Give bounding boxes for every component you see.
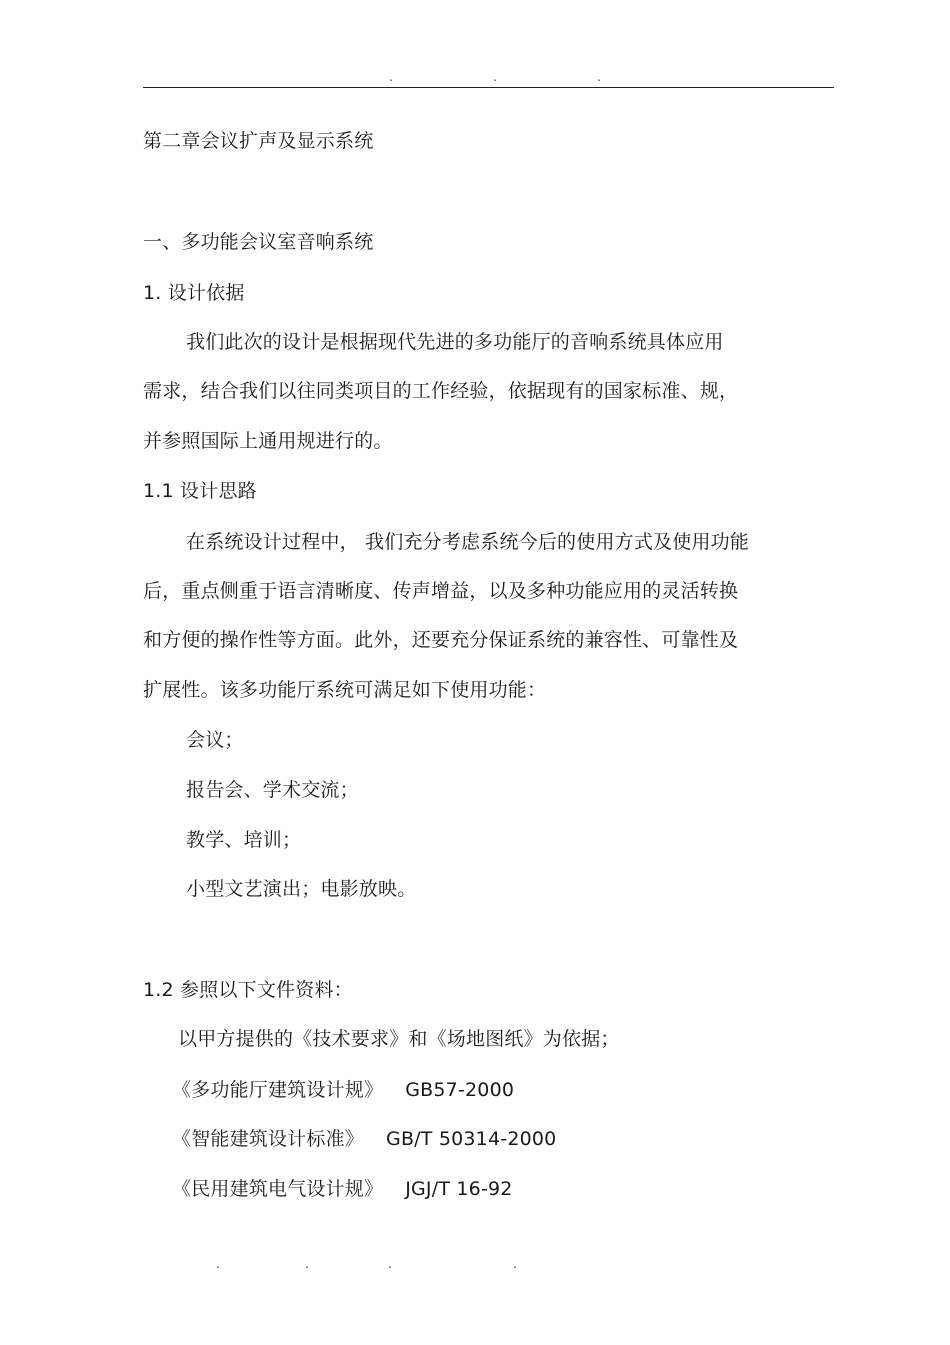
section-1-2-heading: 1.2 参照以下文件资料：: [143, 979, 353, 1001]
reference-title: 《智能建筑设计标准》: [172, 1128, 365, 1150]
reference-item: [172, 1077, 514, 1103]
section-1-1-paragraph-line: 扩展性。该多功能厅系统可满足如下使用功能：: [143, 679, 547, 701]
function-list-item: 小型文艺演出；电影放映。: [186, 878, 417, 900]
section-1-1-heading: 1.1 设计思路: [143, 480, 257, 502]
reference-item: [172, 1176, 513, 1202]
footer-dot: .: [305, 1257, 309, 1271]
section-1-heading: 1. 设计依据: [143, 282, 245, 304]
header-dot: .: [389, 70, 393, 84]
reference-title: 《多功能厅建筑设计规》: [172, 1079, 384, 1101]
reference-item: [172, 1126, 556, 1152]
section-1-1-paragraph-line: 在系统设计过程中， 我们充分考虑系统今后的使用方式及使用功能: [186, 531, 750, 553]
section-1-1-paragraph-line: 和方便的操作性等方面。此外，还要充分保证系统的兼容性、可靠性及: [143, 629, 739, 651]
section-1-2-intro: 以甲方提供的《技术要求》和《场地图纸》为依据；: [178, 1028, 620, 1050]
page-header-dots: [0, 70, 950, 84]
footer-dot: .: [388, 1257, 392, 1271]
header-rule: [143, 87, 834, 88]
section-1-paragraph-line: 需求，结合我们以往同类项目的工作经验，依据现有的国家标准、规，: [143, 380, 739, 402]
reference-code: GB/T 50314-2000: [386, 1128, 557, 1150]
section-1-paragraph-line: 并参照国际上通用规进行的。: [143, 430, 393, 452]
header-dot: .: [597, 70, 601, 84]
page-footer-dots: [0, 1257, 950, 1271]
footer-dot: .: [216, 1257, 220, 1271]
footer-dot: .: [513, 1257, 517, 1271]
function-list-item: 报告会、学术交流；: [186, 779, 359, 801]
section-1-paragraph-line: 我们此次的设计是根据现代先进的多功能厅的音响系统具体应用: [186, 331, 724, 353]
function-list-item: 教学、培训；: [186, 829, 302, 851]
reference-code: GB57-2000: [405, 1079, 515, 1101]
reference-title: 《民用建筑电气设计规》: [172, 1178, 384, 1200]
reference-code: JGJ/T 16-92: [405, 1178, 513, 1200]
section-1-1-paragraph-line: 后，重点侧重于语言清晰度、传声增益，以及多种功能应用的灵活转换: [143, 580, 739, 602]
section-title: 一、多功能会议室音响系统: [143, 231, 374, 253]
header-dot: .: [493, 70, 497, 84]
chapter-title: 第二章会议扩声及显示系统: [143, 130, 374, 152]
function-list-item: 会议；: [186, 729, 244, 751]
